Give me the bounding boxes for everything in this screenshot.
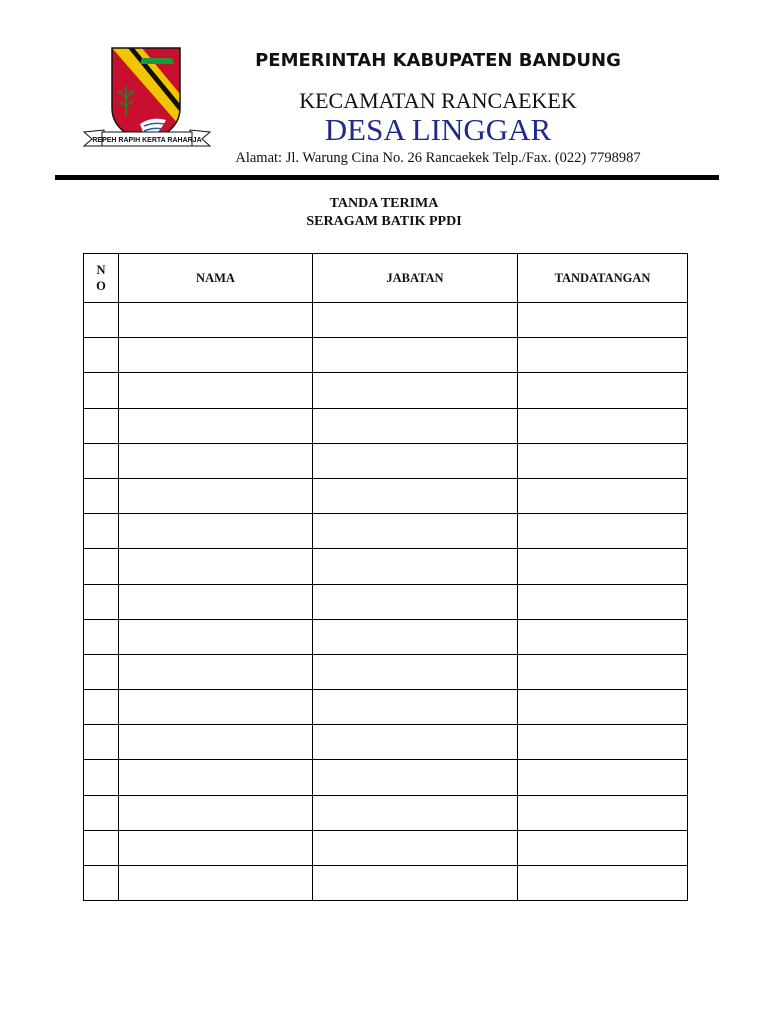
cell-no [84,654,119,689]
cell-tandatangan [518,373,688,408]
column-header-no [84,254,119,303]
table-row [84,690,688,725]
header-district-name: KECAMATAN RANCAEKEK [299,88,577,113]
cell-jabatan [313,760,518,795]
cell-jabatan [313,584,518,619]
cell-tandatangan [518,866,688,901]
cell-nama [119,303,313,338]
cell-tandatangan [518,514,688,549]
table-row [84,303,688,338]
cell-nama [119,866,313,901]
table-row [84,514,688,549]
table-row [84,760,688,795]
header-divider [55,175,719,180]
cell-tandatangan [518,619,688,654]
document-title-line1: TANDA TERIMA [329,196,439,211]
table-row [84,654,688,689]
cell-no [84,303,119,338]
table-row [84,584,688,619]
document-title-line2: SERAGAM BATIK PPDI [306,214,462,229]
cell-no [84,514,119,549]
cell-nama [119,830,313,865]
cell-no [84,549,119,584]
cell-no [84,760,119,795]
cell-tandatangan [518,303,688,338]
cell-jabatan [313,514,518,549]
cell-no [84,338,119,373]
column-header-nama: NAMA [119,254,313,303]
cell-no [84,478,119,513]
logo-motto-text: REPEH RAPIH KERTA RAHARJA [92,137,202,144]
cell-jabatan [313,338,518,373]
column-header-tandatangan: TANDATANGAN [518,254,688,303]
cell-nama [119,478,313,513]
receipt-signature-table [83,253,688,901]
cell-jabatan [313,830,518,865]
cell-jabatan [313,303,518,338]
regency-coat-of-arms-logo [82,46,212,156]
cell-nama [119,373,313,408]
cell-tandatangan [518,760,688,795]
table-header-row [84,254,688,303]
cell-no [84,584,119,619]
cell-tandatangan [518,654,688,689]
cell-tandatangan [518,549,688,584]
cell-no [84,830,119,865]
cell-jabatan [313,619,518,654]
table-row [84,619,688,654]
column-header-no-bottom: O [96,279,106,293]
table-row [84,725,688,760]
cell-nama [119,795,313,830]
header-government-name: PEMERINTAH KABUPATEN BANDUNG [255,50,621,71]
table-row [84,408,688,443]
table-row [84,795,688,830]
table-row [84,549,688,584]
cell-nama [119,690,313,725]
cell-nama [119,408,313,443]
cell-no [84,795,119,830]
cell-nama [119,443,313,478]
table-row [84,338,688,373]
header-address: Alamat: Jl. Warung Cina No. 26 Rancaekek Telp./Fax. (022) 7798987 [235,150,641,166]
cell-jabatan [313,408,518,443]
cell-jabatan [313,654,518,689]
document-title [150,195,618,231]
cell-nama [119,725,313,760]
table-body [84,303,688,901]
cell-nama [119,584,313,619]
cell-tandatangan [518,584,688,619]
cell-jabatan [313,690,518,725]
cell-jabatan [313,443,518,478]
table-row [84,866,688,901]
cell-tandatangan [518,338,688,373]
cell-nama [119,760,313,795]
table-row [84,478,688,513]
cell-tandatangan [518,690,688,725]
cell-nama [119,338,313,373]
cell-tandatangan [518,725,688,760]
cell-nama [119,514,313,549]
column-header-no-top: N [96,263,106,277]
cell-no [84,690,119,725]
cell-jabatan [313,549,518,584]
cell-tandatangan [518,830,688,865]
table-row [84,443,688,478]
cell-jabatan [313,478,518,513]
cell-nama [119,549,313,584]
cell-no [84,619,119,654]
header-village-name: DESA LINGGAR [324,112,552,147]
cell-tandatangan [518,408,688,443]
cell-tandatangan [518,443,688,478]
cell-jabatan [313,795,518,830]
cell-no [84,373,119,408]
cell-jabatan [313,725,518,760]
cell-no [84,443,119,478]
cell-nama [119,619,313,654]
column-header-jabatan: JABATAN [313,254,518,303]
cell-jabatan [313,373,518,408]
cell-tandatangan [518,795,688,830]
cell-no [84,866,119,901]
cell-no [84,408,119,443]
cell-jabatan [313,866,518,901]
cell-no [84,725,119,760]
cell-tandatangan [518,478,688,513]
table-row [84,830,688,865]
table-row [84,373,688,408]
cell-nama [119,654,313,689]
